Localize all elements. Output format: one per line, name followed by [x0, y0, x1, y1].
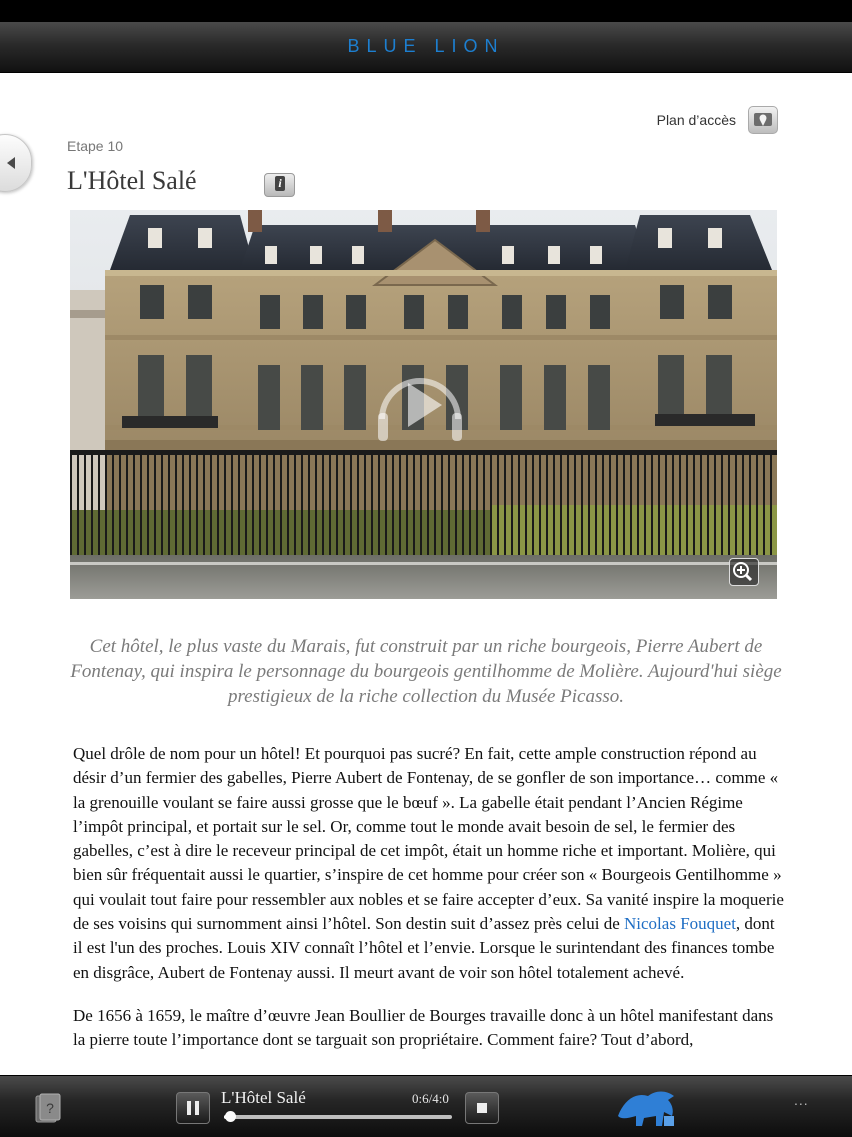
zoom-in-icon — [730, 559, 756, 583]
photo-caption: Cet hôtel, le plus vaste du Marais, fut construit par un riche bourgeois, Pierre Aubert de Fontenay, qui inspira le personnage du bourgeois gentilhomme de Molière. Aujourd'hui siège prestigieux de la riche collection du Musée Picasso. — [70, 636, 782, 707]
zoom-button[interactable] — [729, 558, 759, 586]
chevron-left-icon — [7, 157, 15, 169]
track-progress-knob[interactable] — [225, 1111, 236, 1122]
stop-icon — [477, 1103, 487, 1113]
article-paragraph — [73, 742, 785, 985]
svg-text:?: ? — [46, 1100, 54, 1116]
nicolas-fouquet-link[interactable]: Nicolas Fouquet — [624, 914, 736, 934]
headphones-play-icon — [370, 357, 470, 447]
pause-button[interactable] — [176, 1092, 210, 1124]
audio-play-button[interactable] — [370, 357, 470, 447]
map-button[interactable] — [748, 106, 778, 134]
pause-icon — [187, 1101, 191, 1115]
map-pin-icon — [753, 110, 773, 129]
audio-player-bar — [0, 1075, 852, 1137]
previous-step-button[interactable] — [0, 134, 32, 192]
step-number: Etape 10 — [67, 138, 124, 154]
more-icon[interactable]: ... — [794, 1092, 809, 1108]
page-title: L'Hôtel Salé — [67, 166, 197, 195]
stop-button[interactable] — [465, 1092, 499, 1124]
track-time: 0:6/4:0 — [412, 1091, 449, 1106]
track-title: L'Hôtel Salé — [221, 1088, 306, 1107]
article-paragraph: De 1656 à 1659, le maître d’œuvre Jean Boullier de Bourges travaille donc à un hôtel manifestant dans la pierre toute l’importance dont se targuait son propriétaire. Comment faire? Tout d’abord, — [73, 1005, 774, 1050]
article-body — [73, 742, 785, 1072]
pause-icon — [195, 1101, 199, 1115]
status-bar — [0, 0, 852, 22]
paragraph-text: Quel drôle de nom pour un hôtel! Et pourquoi pas sucré? En fait, cette ample construction répond au désir d’un fermier des gabelles, Pierre Aubert de Fontenay, de se gonfler de son importance… comme « la grenouille voulant se faire aussi grosse que le bœuf ». La gabelle était pendant l’Ancien Régime l’impôt principal, et portait sur le sel. Or, comme tout le monde avait besoin de sel, le fermier des gabelles, c’est à dire le receveur principal de cet impôt, était un homme riche et important. Molière, qui bien sûr fréquentait aussi le quartier, s’inspire de cet homme pour créer son « Bourgeois Gentilhomme » qui voulait tout faire pour ressembler aux nobles et se faire accepter d’eux. Sa vanité inspire la moquerie de ses voisins qui surnomment ainsi l’hôtel. Son destin suit d’assez près celui de — [73, 744, 784, 934]
blue-lion-logo-icon[interactable] — [614, 1086, 680, 1130]
plan-access-label[interactable]: Plan d’accès — [656, 112, 736, 128]
paragraph-text: , dont il est l'un des proches. Louis XIV connaît l’hôtel et l’envie. Lorsque le surintendant des finances tombe en disgrâce, Aubert de Fontenay aussi. Il meurt avant de voir son hôtel totalement achevé. — [73, 914, 775, 982]
info-button[interactable] — [264, 173, 295, 197]
info-icon: i — [275, 176, 285, 191]
track-progress-slider[interactable] — [224, 1115, 452, 1119]
app-title: BLUE LION — [347, 36, 505, 56]
top-nav-bar — [0, 22, 852, 73]
book-icon[interactable] — [34, 1092, 64, 1124]
